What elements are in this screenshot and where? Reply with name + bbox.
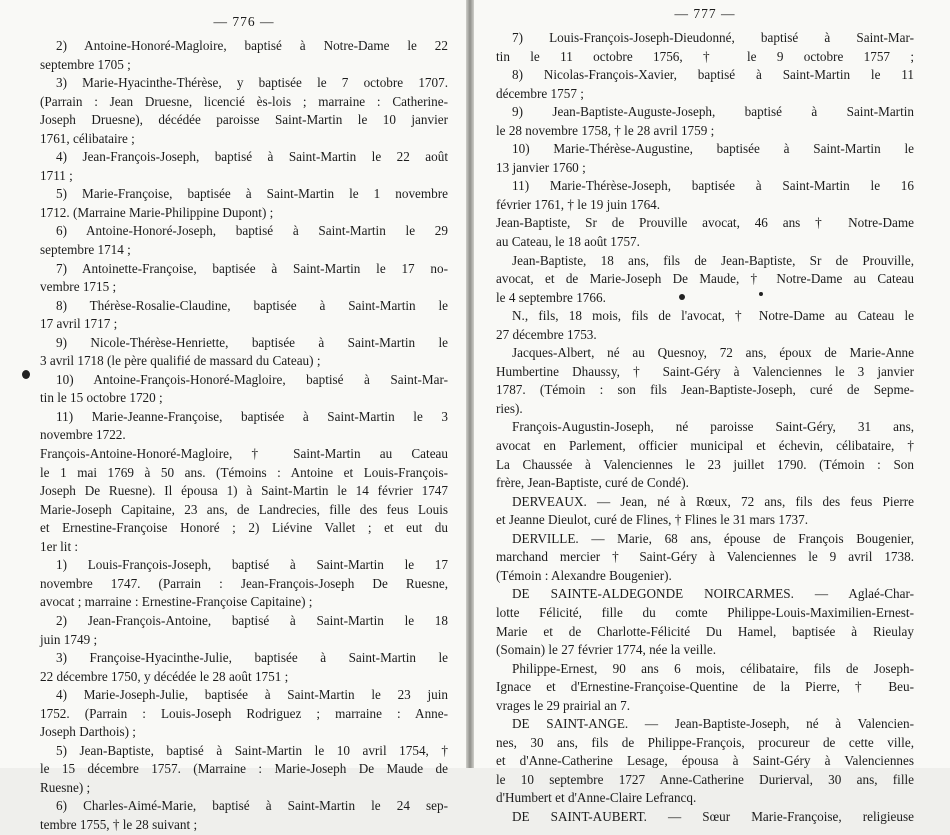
text-line: 6) Antoine-Honoré-Joseph, baptisé à Saint-Martin le 29 — [56, 223, 448, 239]
text-line: le 4 septembre 1766. — [496, 289, 606, 305]
text-line: 1787. (Témoin : son fils Jean-Baptiste-Joseph, curé de Sepme- — [496, 382, 914, 398]
text-line: 7) Antoinette-Françoise, baptisée à Saint-Martin le 17 no- — [56, 260, 448, 276]
text-line: frère, Jean-Baptiste, curé de Condé). — [496, 475, 689, 491]
text-line: 1) Louis-François-Joseph, baptisé à Saint-Martin le 17 — [56, 557, 448, 573]
text-line: 3 avril 1718 (le père qualifié de massard du Cateau) ; — [40, 353, 321, 369]
text-line: le 15 décembre 1757. (Marraine : Marie-Joseph De Maude de — [40, 761, 448, 777]
text-line: et Jeanne Dieulot, curé de Flines, † Flines le 31 mars 1737. — [496, 512, 809, 528]
text-line: novembre 1722. — [40, 427, 126, 443]
text-line: 5) Jean-Baptiste, baptisé à Saint-Martin le 10 avril 1754, † — [56, 742, 448, 758]
text-line: 6) Charles-Aimé-Marie, baptisé à Saint-Martin le 24 sep- — [56, 798, 448, 814]
text-line: 5) Marie-Françoise, baptisée à Saint-Martin le 1 novembre — [56, 186, 448, 202]
text-line: 1711 ; — [40, 167, 73, 183]
text-line: le 1 mai 1769 à 50 ans. (Témoins : Antoine et Louis-François- — [40, 464, 448, 480]
text-line: nes, 30 ans, fils de Philippe-François, procureur de cette ville, — [496, 734, 914, 750]
text-line: 8) Thérèse-Rosalie-Claudine, baptisée à Saint-Martin le — [56, 297, 448, 313]
text-line: François-Antoine-Honoré-Magloire, † Saint-Martin au Cateau — [40, 446, 448, 462]
text-line: avocat en Parlement, officier municipal et échevin, célibataire, † — [496, 438, 914, 454]
text-line: 1761, célibataire ; — [40, 130, 135, 146]
text-line: 2) Antoine-Honoré-Magloire, baptisé à Notre-Dame le 22 — [56, 38, 448, 53]
text-line: François-Augustin-Joseph, né paroisse Saint-Géry, 31 ans, — [512, 419, 914, 435]
text-line: et Ernestine-Françoise Honoré ; 2) Liévine Vallet ; et eut du — [40, 520, 448, 536]
text-line: 9) Nicole-Thérèse-Henriette, baptisée à Saint-Martin le — [56, 334, 448, 350]
text-line: 3) Françoise-Hyacinthe-Julie, baptisée à Saint-Martin le — [56, 650, 448, 666]
text-line: 10) Marie-Thérèse-Augustine, baptisée à Saint-Martin le — [512, 141, 914, 157]
text-line: avocat ; marraine : Ernestine-Françoise Capitaine) ; — [40, 594, 313, 610]
text-line: Ruesne) ; — [40, 779, 91, 795]
text-line: décembre 1757 ; — [496, 85, 584, 101]
text-line: Marie-Joseph Capitaine, 23 ans, de Landrecies, fille des feus Louis — [40, 501, 448, 517]
text-line: 1752. (Parrain : Louis-Joseph Rodriguez ; marraine : Anne- — [40, 705, 448, 721]
text-line: novembre 1747. (Parrain : Jean-François-Joseph De Ruesne, — [40, 575, 448, 591]
text-line: vrages le 29 prairial an 7. — [496, 697, 631, 713]
text-line: La Chaussée à Valenciennes le 23 juillet 1790. (Témoin : Son — [496, 456, 914, 472]
text-line: 9) Jean-Baptiste-Auguste-Joseph, baptisé à Saint-Martin — [512, 104, 914, 120]
text-line: 8) Nicolas-François-Xavier, baptisé à Saint-Martin le 11 — [512, 67, 914, 83]
text-line: Humbertine Dhaussy, † Saint-Géry à Valenciennes le 3 janvier — [496, 363, 914, 379]
text-line: le 28 novembre 1758, † le 28 avril 1759 ; — [496, 122, 715, 138]
text-line: tin le 11 octobre 1756, † le 9 octobre 1757 ; — [496, 48, 914, 64]
ink-blot — [22, 370, 30, 379]
left-page — [0, 0, 466, 832]
text-line: Jacques-Albert, né au Quesnoy, 72 ans, époux de Marie-Anne — [512, 345, 914, 361]
text-line: février 1761, † le 19 juin 1764. — [496, 196, 661, 212]
text-line: (Témoin : Alexandre Bougenier). — [496, 567, 672, 583]
text-line: (Parrain : Jean Druesne, licencié ès-lois ; marraine : Catherine- — [40, 93, 448, 109]
text-line: DERVILLE. — Marie, 68 ans, épouse de François Bougenier, — [512, 530, 914, 546]
text-line: 1er lit : — [40, 538, 79, 554]
text-line: 4) Jean-François-Joseph, baptisé à Saint-Martin le 22 août — [56, 149, 448, 165]
text-line: marchand mercier † Saint-Géry à Valenciennes le 9 avril 1738. — [496, 549, 914, 565]
text-line: 11) Marie-Jeanne-Françoise, baptisée à Saint-Martin le 3 — [56, 408, 448, 424]
text-line: au Cateau, le 18 août 1757. — [496, 234, 640, 250]
text-line: 13 janvier 1760 ; — [496, 159, 586, 175]
text-line: 22 décembre 1750, y décédée le 28 août 1751 ; — [40, 668, 289, 684]
text-line: Philippe-Ernest, 90 ans 6 mois, célibataire, fils de Joseph- — [512, 660, 914, 676]
text-line: DE SAINT-ANGE. — Jean-Baptiste-Joseph, né à Valencien- — [512, 716, 914, 732]
text-line: DE SAINTE-ALDEGONDE NOIRCARMES. — Aglaé-Char- — [512, 586, 914, 602]
right-page — [474, 0, 950, 824]
text-line: Jean-Baptiste, 18 ans, fils de Jean-Baptiste, Sr de Prouville, — [512, 252, 914, 268]
text-line: d'Humbert et d'Anne-Claire Lefrancq. — [496, 790, 697, 806]
text-line: 10) Antoine-François-Honoré-Magloire, baptisé à Saint-Mar- — [56, 371, 448, 387]
text-line: Joseph De Ruesne). Il épousa 1) à Saint-Martin le 14 février 1747 — [40, 483, 448, 499]
text-line: 7) Louis-François-Joseph-Dieudonné, baptisé à Saint-Mar- — [512, 30, 914, 45]
text-line: Joseph Darthois) ; — [40, 724, 136, 740]
text-line: DERVEAUX. — Jean, né à Rœux, 72 ans, fils des feus Pierre — [512, 493, 914, 509]
left-page-text — [40, 37, 448, 835]
text-line: Joseph Druesne), décédée paroisse Saint-Martin le 10 janvier — [40, 112, 448, 128]
text-line: le 10 septembre 1727 Anne-Catherine Durierval, 30 ans, fille — [496, 771, 914, 787]
text-line: 2) Jean-François-Antoine, baptisé à Saint-Martin le 18 — [56, 612, 448, 628]
right-page-number: — 777 — — [674, 6, 736, 21]
text-line: 4) Marie-Joseph-Julie, baptisée à Saint-Martin le 23 juin — [56, 687, 448, 703]
text-line: ries). — [496, 400, 523, 416]
text-line: 1712. (Marraine Marie-Philippine Dupont) ; — [40, 204, 274, 220]
ink-speck — [759, 292, 763, 296]
text-line: N., fils, 18 mois, fils de l'avocat, † Notre-Dame au Cateau le — [512, 308, 914, 324]
text-line: tembre 1755, † le 28 suivant ; — [40, 816, 198, 832]
text-line: juin 1749 ; — [40, 631, 98, 647]
text-line: Ignace et d'Ernestine-Françoise-Quentine de la Pierre, † Beu- — [496, 679, 914, 695]
text-line: septembre 1714 ; — [40, 242, 131, 258]
text-line: vembre 1715 ; — [40, 279, 117, 295]
text-line: (Somain) le 27 février 1774, née la veille. — [496, 642, 717, 658]
ink-speck — [679, 294, 685, 300]
text-line: tin le 15 octobre 1720 ; — [40, 390, 163, 406]
text-line: et d'Anne-Catherine Lesage, épousa à Saint-Géry à Valenciennes — [496, 753, 914, 769]
text-line: septembre 1705 ; — [40, 56, 131, 72]
text-line: DE SAINT-AUBERT. — Sœur Marie-Françoise, religieuse — [512, 808, 914, 824]
left-page-number: — 776 — — [213, 14, 275, 29]
text-line: 11) Marie-Thérèse-Joseph, baptisée à Saint-Martin le 16 — [512, 178, 914, 194]
text-line: Jean-Baptiste, Sr de Prouville avocat, 46 ans † Notre-Dame — [496, 215, 914, 231]
text-line: Marie et de Charlotte-Félicité Du Hamel, baptisée à Rieulay — [496, 623, 914, 639]
right-page-text — [496, 29, 914, 827]
book-gutter — [466, 0, 474, 768]
text-line: 3) Marie-Hyacinthe-Thérèse, y baptisée le 7 octobre 1707. — [56, 75, 448, 91]
text-line: 27 décembre 1753. — [496, 326, 597, 342]
text-line: avocat, et de Marie-Joseph De Maude, † Notre-Dame au Cateau — [496, 271, 914, 287]
text-line: 17 avril 1717 ; — [40, 316, 118, 332]
text-line: lotte Félicité, fille du comte Philippe-Louis-Maximilien-Ernest- — [496, 604, 914, 620]
